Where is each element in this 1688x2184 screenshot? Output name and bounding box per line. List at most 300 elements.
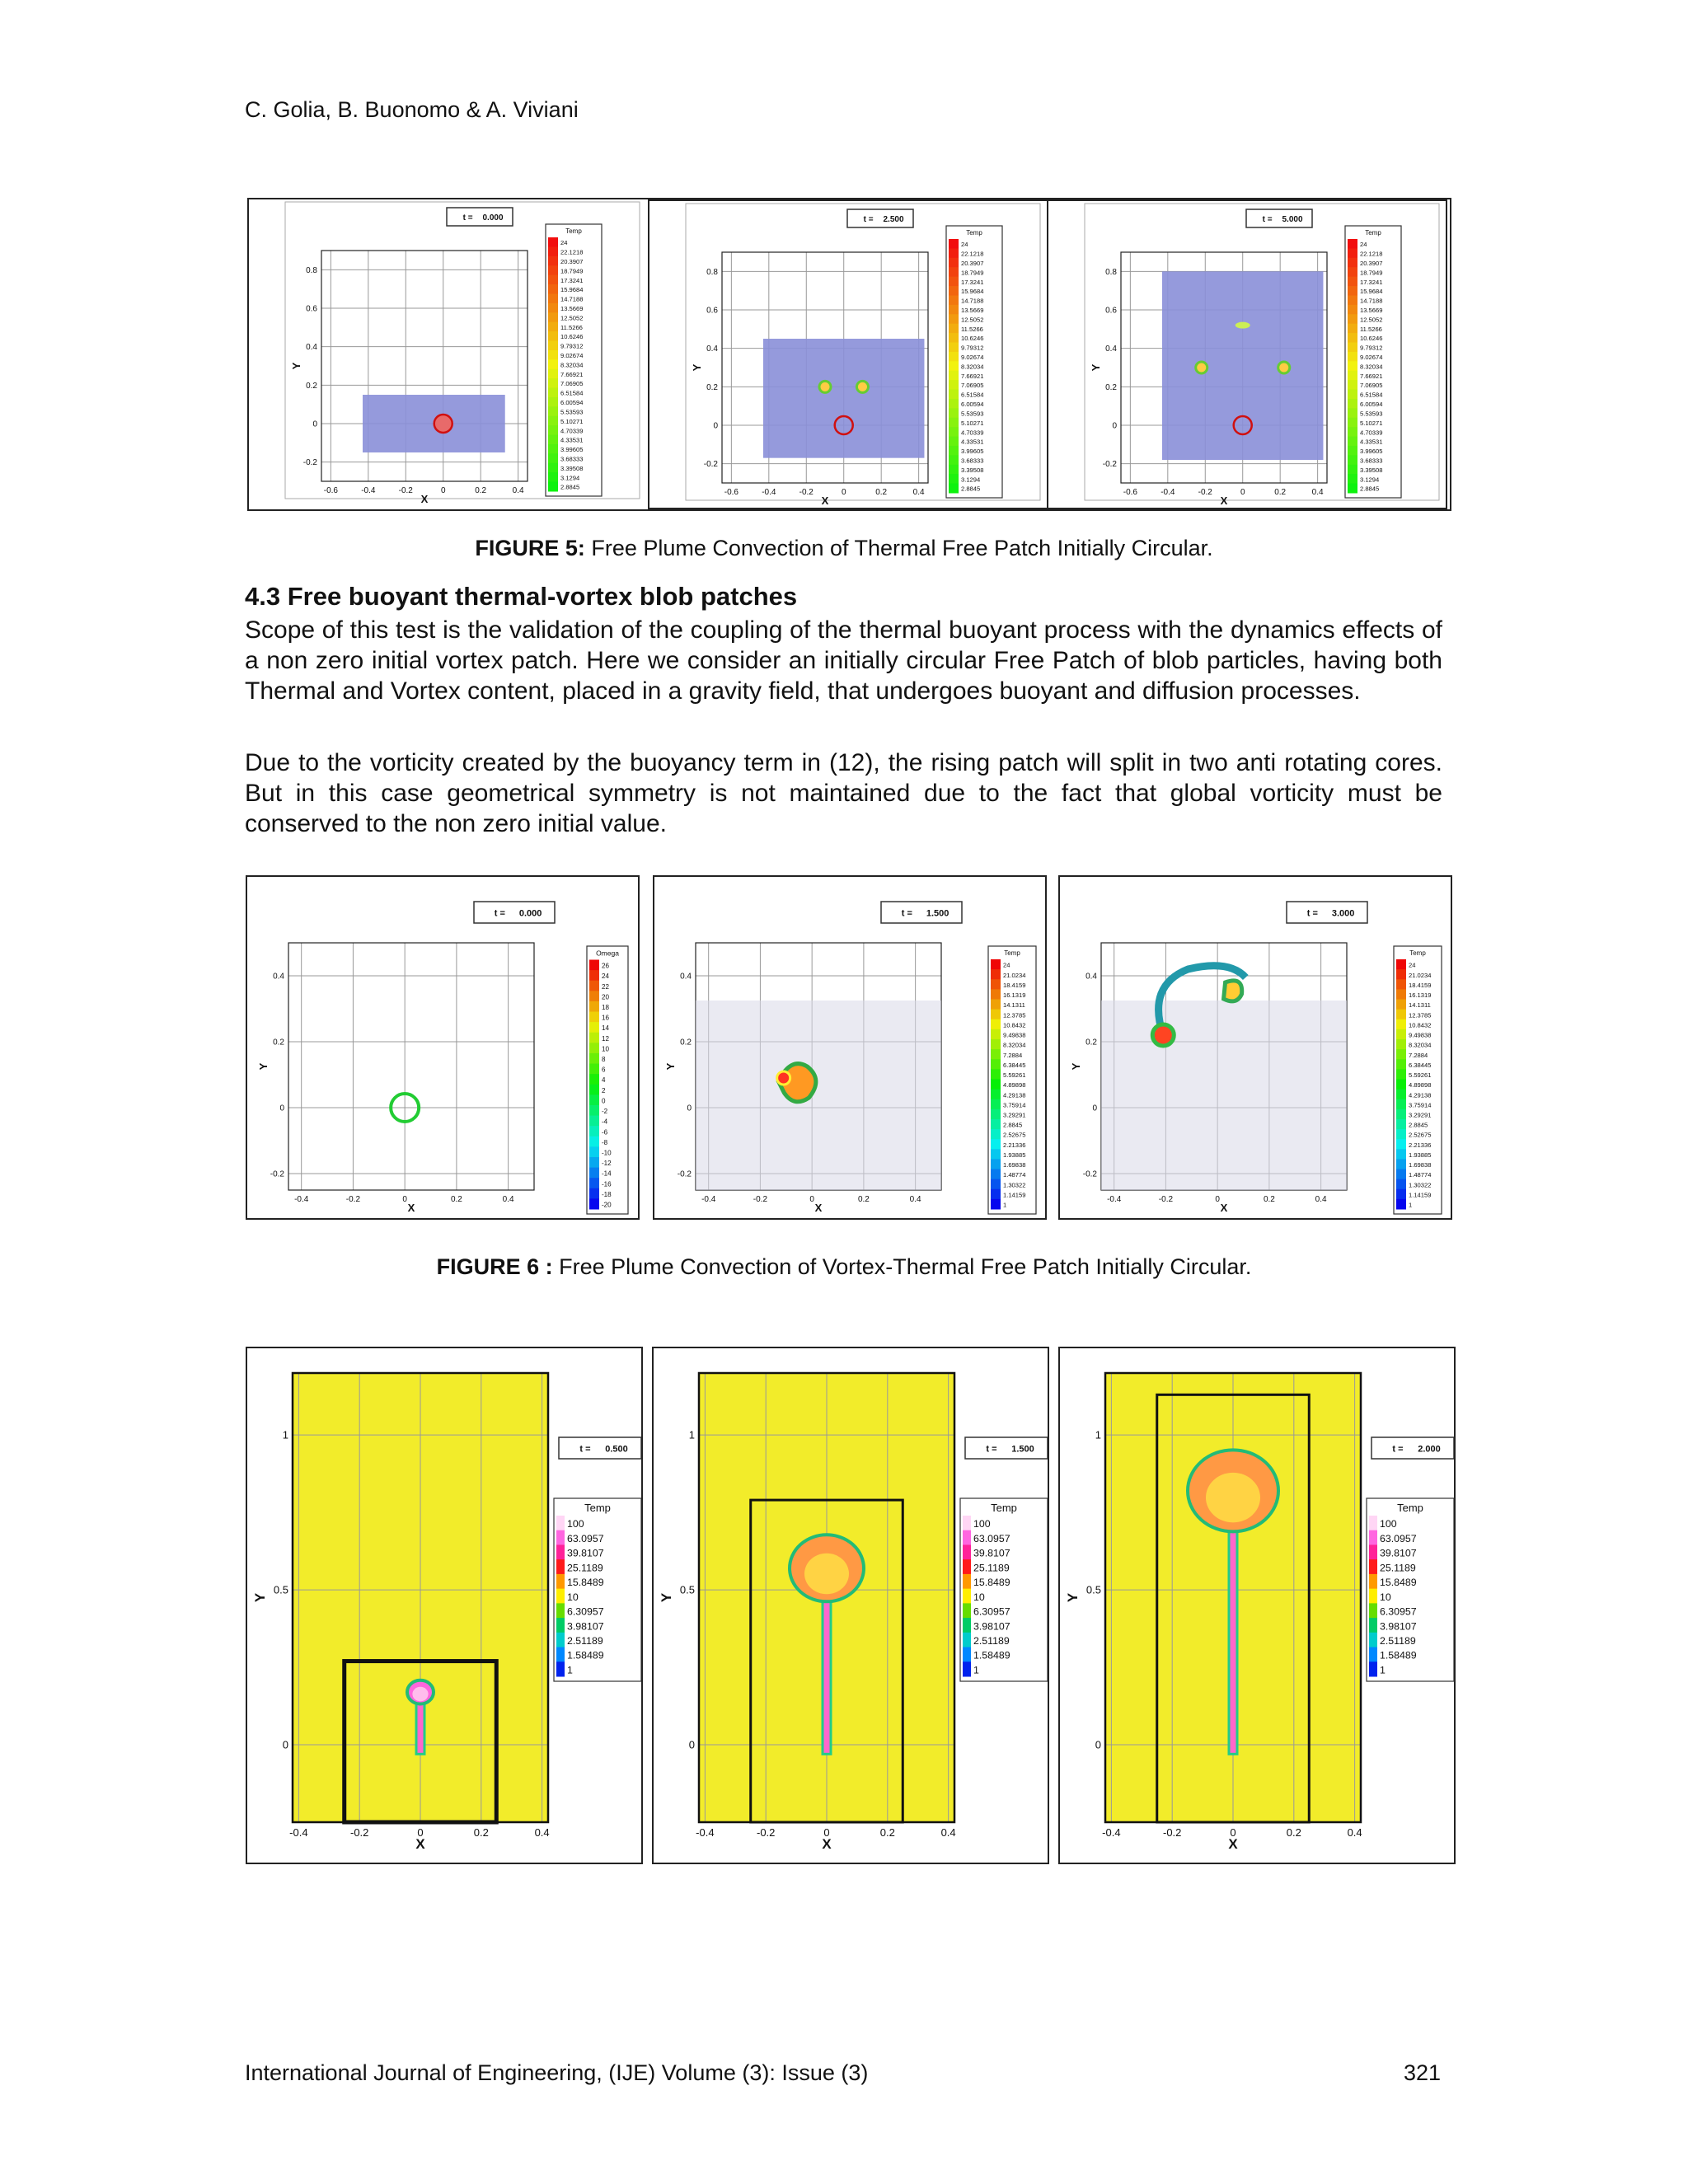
fig6-p1-legend-value-7: 12 [602, 1034, 609, 1043]
fig6-p1-y-label: Y [257, 1062, 270, 1071]
fig6-p1-legend-value-2: 22 [602, 982, 609, 991]
figure-6-caption-label: FIGURE 6 : [436, 1254, 553, 1279]
fig5-p1-y-tick-5: -0.2 [302, 458, 317, 468]
fig6-p3-legend-value-15: 3.29291 [1409, 1111, 1432, 1119]
fig7-p3-time-value: 2.000 [1418, 1444, 1441, 1455]
fig5-p3-legend-value-7: 13.5669 [1360, 306, 1383, 314]
fig6-p3-legend-value-13: 4.29138 [1409, 1091, 1432, 1099]
fig7-p1-legend-swatch-6 [556, 1603, 565, 1618]
fig5-p3-legend-value-26: 2.8845 [1360, 485, 1380, 493]
fig5-p1-x-tick-3: 0 [440, 486, 446, 495]
fig6-p1-legend-value-22: -18 [602, 1190, 612, 1198]
fig7-p1-legend-value-9: 1.58489 [567, 1649, 604, 1661]
fig5-p1-legend-value-10: 10.6246 [560, 333, 584, 341]
fig5-p1-legend-value-16: 6.51584 [560, 389, 584, 397]
fig5-p2-legend-value-2: 20.3907 [961, 259, 984, 267]
fig7-p1-legend-value-0: 100 [567, 1518, 584, 1530]
fig7-p1-legend-title: Temp [584, 1502, 611, 1514]
fig5-p1-x-tick-5: 0.4 [512, 486, 524, 495]
fig5-p1-x-tick-2: -0.2 [398, 486, 413, 495]
fig6-p3-legend-value-14: 3.75914 [1409, 1101, 1432, 1109]
fig5-p3-legend-value-1: 22.1218 [1360, 250, 1383, 258]
fig5-p3-x-tick-1: -0.4 [1160, 488, 1175, 497]
fig6-p3-legend-value-18: 2.21336 [1409, 1141, 1432, 1149]
fig6-p2-legend-value-10: 6.38445 [1003, 1061, 1026, 1069]
fig7-p2-legend-value-4: 15.8489 [973, 1577, 1010, 1589]
fig7-p1-x-tick-4: 0.4 [534, 1826, 550, 1839]
fig6-p3-x-label: X [1220, 1202, 1228, 1214]
fig6-p2-legend-value-7: 9.49838 [1003, 1031, 1026, 1039]
fig5-p1-legend-value-5: 15.9684 [560, 286, 584, 294]
fig6-p2-x-tick-4: 0.4 [909, 1195, 921, 1204]
fig5-p3-legend-title: Temp [1365, 229, 1381, 237]
fig6-p3-y-tick-3: -0.2 [1082, 1169, 1097, 1179]
fig7-p2-legend-value-9: 1.58489 [973, 1649, 1010, 1661]
fig5-p1-x-label: X [420, 493, 429, 505]
fig5-p1-time-value: 0.000 [482, 213, 504, 223]
fig5-p3-legend-value-12: 9.02674 [1360, 354, 1383, 362]
fig7-p1-legend-value-4: 15.8489 [567, 1577, 604, 1589]
fig5-p3-legend-value-0: 24 [1360, 241, 1367, 249]
fig5-p3-legend-value-23: 3.68333 [1360, 457, 1383, 465]
fig7-p3-legend-swatch-3 [1369, 1559, 1377, 1574]
fig6-p1-x-label: X [407, 1202, 415, 1214]
fig7-p2-y-tick-2: 0 [688, 1738, 695, 1751]
fig5-p2-legend-value-1: 22.1218 [961, 250, 984, 258]
fig7-p3-legend-swatch-0 [1369, 1516, 1377, 1530]
fig5-p1-legend-value-7: 13.5669 [560, 304, 584, 312]
fig6-p2-legend-value-13: 4.29138 [1003, 1091, 1026, 1099]
fig5-p3-legend-value-10: 10.6246 [1360, 335, 1383, 343]
fig5-p2-legend-value-20: 4.70339 [961, 429, 984, 437]
fig6-p3-legend-value-12: 4.89898 [1409, 1081, 1432, 1090]
fig5-p1-legend-value-21: 4.33531 [560, 436, 584, 444]
fig6-p1-legend-value-15: -4 [602, 1118, 608, 1126]
fig5-p2-legend-value-12: 9.02674 [961, 354, 984, 362]
fig5-p3-time-value: 5.000 [1282, 214, 1303, 224]
fig5-p1-legend-value-13: 8.32034 [560, 361, 584, 369]
fig5-p3-y-tick-5: -0.2 [1102, 460, 1117, 470]
fig7-p3-legend-swatch-6 [1369, 1603, 1377, 1618]
fig6-p2-x-tick-3: 0.2 [857, 1195, 870, 1204]
fig7-panel-3-svg [1060, 1348, 1454, 1863]
fig5-p3-legend-value-11: 9.79312 [1360, 344, 1383, 352]
fig5-p3-legend-value-19: 5.10271 [1360, 419, 1383, 427]
fig7-p3-legend-swatch-8 [1369, 1633, 1377, 1647]
fig7-p3-legend-value-5: 10 [1380, 1591, 1391, 1603]
fig6-p1-y-tick-1: 0.2 [273, 1038, 284, 1047]
fig7-p1-legend-swatch-4 [556, 1574, 565, 1589]
fig5-p1-x-tick-4: 0.2 [475, 486, 487, 495]
fig7-p3-stem [1229, 1516, 1237, 1754]
fig6-p3-x-tick-4: 0.4 [1315, 1195, 1327, 1204]
fig6-p3-legend-title: Temp [1409, 949, 1426, 957]
fig7-p1-y-label: Y [252, 1592, 269, 1603]
fig5-p3-x-label: X [1220, 494, 1228, 507]
fig7-p1-legend-swatch-0 [556, 1516, 565, 1530]
fig7-p2-y-label: Y [659, 1592, 675, 1603]
fig5-p1-legend-value-9: 11.5266 [560, 323, 583, 331]
fig7-p3-x-tick-3: 0.2 [1286, 1826, 1301, 1839]
fig7-p1-time-label: t = [579, 1444, 591, 1455]
fig7-p2-time-box [965, 1437, 1048, 1459]
fig7-p2-legend-swatch-8 [963, 1633, 971, 1647]
fig6-p3-legend-value-6: 10.8432 [1409, 1021, 1432, 1029]
fig5-p2-legend-value-7: 13.5669 [961, 306, 984, 314]
fig6-p2-legend-value-2: 18.4159 [1003, 981, 1026, 989]
fig5-p2-y-tick-2: 0.4 [706, 344, 718, 354]
fig5-p2-legend-value-23: 3.68333 [961, 457, 984, 465]
fig7-p3-legend-value-0: 100 [1380, 1518, 1397, 1530]
fig6-p2-legend-value-16: 2.8845 [1003, 1121, 1023, 1129]
fig7-p3-y-label: Y [1065, 1592, 1081, 1603]
fig5-p3-legend-value-9: 11.5266 [1360, 325, 1382, 333]
fig7-p3-x-tick-1: -0.2 [1162, 1826, 1182, 1839]
fig7-p2-legend-value-3: 25.1189 [973, 1562, 1010, 1574]
fig7-p1-x-tick-2: 0 [417, 1826, 424, 1839]
fig7-p2-y-tick-0: 1 [688, 1428, 695, 1441]
fig7-p1-legend-swatch-9 [556, 1647, 565, 1662]
fig6-p2-legend-value-20: 1.69838 [1003, 1161, 1026, 1169]
fig7-p3-legend-value-7: 3.98107 [1380, 1620, 1417, 1633]
fig6-p3-legend-value-21: 1.48774 [1409, 1171, 1432, 1179]
fig7-p3-legend-value-8: 2.51189 [1380, 1635, 1416, 1647]
fig6-p2-legend-value-5: 12.3785 [1003, 1011, 1026, 1019]
fig5-p2-time-value: 2.500 [883, 214, 904, 224]
section-heading: 4.3 Free buoyant thermal-vortex blob patches [245, 582, 798, 611]
fig7-p1-legend-value-2: 39.8107 [567, 1547, 604, 1559]
fig5-p2-x-tick-5: 0.4 [912, 488, 925, 497]
fig5-p3-y-label: Y [1090, 363, 1102, 372]
fig6-p1-x-tick-2: 0 [402, 1195, 407, 1204]
fig5-p1-legend-value-12: 9.02674 [560, 352, 584, 360]
fig6-p1-legend-value-23: -20 [602, 1201, 612, 1209]
fig6-p1-legend-value-20: -14 [602, 1169, 612, 1178]
fig7-p1-legend-swatch-2 [556, 1544, 565, 1559]
fig5-p2-x-tick-2: -0.2 [799, 488, 814, 497]
fig5-p2-legend-value-19: 5.10271 [961, 419, 984, 427]
fig7-p3-legend-swatch-9 [1369, 1647, 1377, 1662]
fig5-p1-legend-value-4: 17.3241 [560, 276, 584, 284]
fig6-p1-legend-value-5: 16 [602, 1014, 609, 1022]
fig6-p3-x-tick-0: -0.4 [1107, 1195, 1122, 1204]
fig6-p1-legend-value-0: 26 [602, 962, 609, 970]
fig5-p3-y-tick-2: 0.4 [1105, 344, 1117, 354]
fig5-p3-legend-value-20: 4.70339 [1360, 429, 1383, 437]
fig5-p3-legend-value-8: 12.5052 [1360, 316, 1383, 324]
fig5-p2-legend-value-14: 7.66921 [961, 372, 984, 380]
fig6-p3-legend-value-23: 1.14159 [1409, 1191, 1432, 1199]
fig7-p2-x-tick-2: 0 [823, 1826, 830, 1839]
fig6-p2-legend-value-19: 1.93885 [1003, 1151, 1026, 1159]
fig5-p1-x-tick-1: -0.4 [361, 486, 376, 495]
fig6-p1-y-tick-0: 0.4 [273, 972, 284, 982]
fig7-p2-legend-value-8: 2.51189 [973, 1635, 1010, 1647]
fig5-p1-legend-value-22: 3.99605 [560, 446, 584, 454]
fig6-p2-legend-value-3: 16.1319 [1003, 991, 1026, 1000]
fig6-p2-legend-value-11: 5.59261 [1003, 1071, 1026, 1080]
fig5-p3-legend-value-22: 3.99605 [1360, 448, 1383, 456]
fig7-p1-legend-value-5: 10 [567, 1591, 579, 1603]
fig5-p3-legend-value-24: 3.39508 [1360, 466, 1383, 474]
fig5-p1-legend-value-8: 12.5052 [560, 314, 584, 322]
fig6-p2-legend-value-0: 24 [1003, 961, 1010, 969]
fig6-p3-legend-value-24: 1 [1409, 1201, 1413, 1209]
fig5-p2-legend-value-24: 3.39508 [961, 466, 984, 474]
fig5-p3-legend-value-4: 17.3241 [1360, 278, 1383, 286]
fig5-p2-legend-value-10: 10.6246 [961, 335, 984, 343]
fig5-p1-time-label: t = [462, 213, 473, 223]
fig5-p1-y-tick-4: 0 [312, 419, 317, 429]
fig5-p1-y-tick-3: 0.2 [306, 381, 317, 391]
fig6-p1-legend-value-14: -2 [602, 1108, 608, 1116]
fig5-p3-x-tick-5: 0.4 [1311, 488, 1324, 497]
fig5-p1-y-label: Y [290, 362, 302, 370]
fig6-p2-x-tick-1: -0.2 [753, 1195, 768, 1204]
fig6-p2-legend-value-15: 3.29291 [1003, 1111, 1026, 1119]
fig7-p1-y-tick-0: 1 [282, 1428, 288, 1441]
fig7-p3-legend-swatch-4 [1369, 1574, 1377, 1589]
fig6-p2-y-tick-0: 0.4 [680, 972, 692, 982]
fig6-p1-y-tick-2: 0 [279, 1104, 284, 1113]
fig6-p2-legend-value-9: 7.2884 [1003, 1051, 1023, 1059]
fig7-p2-legend-value-10: 1 [973, 1664, 979, 1676]
fig6-p2-x-label: X [814, 1202, 823, 1214]
fig5-p3-legend-value-13: 8.32034 [1360, 363, 1383, 371]
fig5-p3-x-tick-2: -0.2 [1198, 488, 1212, 497]
fig5-p3-time-label: t = [1262, 214, 1273, 224]
fig7-p3-legend-value-9: 1.58489 [1380, 1649, 1417, 1661]
fig6-p2-x-tick-0: -0.4 [701, 1195, 716, 1204]
fig7-p1-x-tick-1: -0.2 [349, 1826, 369, 1839]
fig6-p3-legend-value-10: 6.38445 [1409, 1061, 1432, 1069]
fig7-p3-x-tick-2: 0 [1230, 1826, 1236, 1839]
fig5-p3-legend-value-14: 7.66921 [1360, 372, 1383, 380]
fig7-p1-legend-value-8: 2.51189 [567, 1635, 603, 1647]
fig7-p1-y-tick-1: 0.5 [273, 1583, 288, 1596]
fig7-p1-legend-swatch-1 [556, 1530, 565, 1545]
fig7-p3-time-box [1372, 1437, 1454, 1459]
fig6-p1-legend-value-12: 2 [602, 1086, 606, 1094]
fig7-p2-legend-swatch-6 [963, 1603, 971, 1618]
fig5-p1-legend-value-26: 2.8845 [560, 483, 580, 491]
fig7-p1-y-tick-2: 0 [282, 1738, 288, 1751]
fig7-p3-legend-title: Temp [1397, 1502, 1423, 1514]
fig5-p3-y-tick-3: 0.2 [1105, 382, 1117, 392]
fig7-p3-legend-swatch-5 [1369, 1589, 1377, 1604]
fig6-p3-legend-value-7: 9.49838 [1409, 1031, 1432, 1039]
fig6-p1-legend-value-13: 0 [602, 1097, 606, 1105]
fig7-p3-legend-swatch-7 [1369, 1618, 1377, 1633]
fig6-p3-legend-value-22: 1.30322 [1409, 1181, 1432, 1189]
fig6-p1-legend-value-17: -8 [602, 1138, 608, 1146]
fig7-p3-legend-swatch-2 [1369, 1544, 1377, 1559]
fig7-p1-legend-swatch-10 [556, 1661, 565, 1676]
fig5-p1-y-tick-1: 0.6 [306, 304, 317, 314]
fig5-p2-legend-value-3: 18.7949 [961, 269, 984, 277]
fig6-p2-legend-title: Temp [1004, 949, 1020, 957]
fig7-p2-time-label: t = [986, 1444, 997, 1455]
fig6-p2-y-tick-2: 0 [687, 1104, 692, 1113]
fig7-p2-legend-swatch-9 [963, 1647, 971, 1662]
fig7-p2-x-tick-1: -0.2 [756, 1826, 776, 1839]
fig7-p3-legend-value-3: 25.1189 [1380, 1562, 1416, 1574]
fig7-p3-y-tick-0: 1 [1095, 1428, 1101, 1441]
fig5-p2-time-label: t = [863, 214, 874, 224]
fig7-p3-legend-swatch-1 [1369, 1530, 1377, 1545]
fig5-p1-legend-value-0: 24 [560, 239, 568, 247]
fig7-panel-1 [246, 1347, 643, 1864]
fig7-p2-legend-swatch-3 [963, 1559, 971, 1574]
fig7-panel-2-svg [654, 1348, 1048, 1863]
fig6-p3-x-tick-3: 0.2 [1263, 1195, 1275, 1204]
fig5-p1-legend-value-2: 20.3907 [560, 257, 584, 265]
fig7-p2-legend-swatch-2 [963, 1544, 971, 1559]
fig7-p2-y-tick-1: 0.5 [679, 1583, 695, 1596]
fig7-p1-legend-swatch-5 [556, 1589, 565, 1604]
fig6-p3-legend-value-1: 21.0234 [1409, 971, 1432, 979]
fig6-p1-legend-value-19: -12 [602, 1160, 612, 1168]
fig7-p2-time-value: 1.500 [1011, 1444, 1034, 1455]
fig5-p1-legend-value-6: 14.7188 [560, 295, 584, 303]
fig5-p3-legend-value-18: 5.53593 [1360, 410, 1383, 418]
fig7-p1-x-tick-3: 0.2 [473, 1826, 489, 1839]
fig6-p1-legend-value-21: -16 [602, 1180, 612, 1188]
fig7-p2-legend-swatch-10 [963, 1661, 971, 1676]
fig5-p2-legend-value-18: 5.53593 [961, 410, 984, 418]
fig6-p2-y-tick-3: -0.2 [677, 1169, 692, 1179]
fig5-p1-legend-value-20: 4.70339 [560, 427, 584, 435]
fig6-p3-x-tick-2: 0 [1215, 1195, 1220, 1204]
fig5-p1-legend-value-15: 7.06905 [560, 380, 584, 388]
fig7-p1-legend-value-6: 6.30957 [567, 1605, 604, 1618]
fig5-p1-y-tick-0: 0.8 [306, 265, 317, 275]
fig7-p2-x-label: X [822, 1836, 832, 1852]
fig5-p2-legend-value-26: 2.8845 [961, 485, 981, 493]
fig5-p2-x-tick-1: -0.4 [762, 488, 776, 497]
fig6-p1-legend-value-10: 6 [602, 1066, 606, 1074]
fig5-p3-legend-value-3: 18.7949 [1360, 269, 1383, 277]
fig6-p1-legend-value-6: 14 [602, 1024, 609, 1033]
fig5-p3-legend-value-25: 3.1294 [1360, 476, 1380, 484]
fig5-p2-legend-value-21: 4.33531 [961, 438, 984, 446]
fig6-p2-x-tick-2: 0 [809, 1195, 814, 1204]
fig6-p3-y-tick-1: 0.2 [1085, 1038, 1097, 1047]
fig7-p1-legend-value-1: 63.0957 [567, 1532, 604, 1544]
fig6-p2-legend-value-22: 1.30322 [1003, 1181, 1026, 1189]
fig6-p1-x-tick-3: 0.2 [450, 1195, 462, 1204]
fig7-p1-stem [416, 1699, 424, 1755]
fig5-p2-legend-value-13: 8.32034 [961, 363, 984, 371]
fig6-p3-legend-value-17: 2.52675 [1409, 1131, 1432, 1139]
fig5-p2-legend-value-22: 3.99605 [961, 448, 984, 456]
fig7-p2-legend-swatch-4 [963, 1574, 971, 1589]
fig6-p3-legend-value-3: 16.1319 [1409, 991, 1432, 1000]
fig6-p1-x-tick-0: -0.4 [294, 1195, 309, 1204]
footer-journal: International Journal of Engineering, (IJE) Volume (3): Issue (3) [245, 2060, 869, 2085]
fig5-p1-legend-value-3: 18.7949 [560, 267, 584, 275]
fig6-p3-legend-value-19: 1.93885 [1409, 1151, 1432, 1159]
fig6-p2-legend-value-12: 4.89898 [1003, 1081, 1026, 1090]
fig6-p2-legend-value-6: 10.8432 [1003, 1021, 1026, 1029]
fig5-p1-legend-value-18: 5.53593 [560, 408, 584, 416]
fig6-p1-legend-value-8: 10 [602, 1045, 609, 1053]
fig5-p3-x-tick-3: 0 [1240, 488, 1245, 497]
fig5-p2-legend-value-8: 12.5052 [961, 316, 984, 324]
figure-5-caption-label: FIGURE 5: [475, 536, 585, 560]
fig7-p2-legend-title: Temp [991, 1502, 1017, 1514]
fig7-p1-time-box [559, 1437, 641, 1459]
fig7-p2-legend-swatch-0 [963, 1516, 971, 1530]
fig5-p2-y-tick-0: 0.8 [706, 267, 718, 277]
fig6-p1-time-value: 0.000 [518, 908, 542, 919]
fig7-p3-x-label: X [1228, 1836, 1238, 1852]
fig5-p1-legend-value-24: 3.39508 [560, 464, 584, 472]
fig6-p2-legend-value-24: 1 [1003, 1201, 1007, 1209]
fig5-p1-legend-value-23: 3.68333 [560, 455, 584, 463]
fig5-p1-legend-value-25: 3.1294 [560, 474, 580, 482]
fig7-p2-x-tick-0: -0.4 [696, 1826, 715, 1839]
fig7-p3-cap-inner [1206, 1473, 1260, 1523]
fig5-p2-legend-value-4: 17.3241 [961, 278, 984, 286]
fig5-p2-legend-value-5: 15.9684 [961, 288, 984, 296]
fig6-p2-legend-value-21: 1.48774 [1003, 1171, 1026, 1179]
fig5-p2-legend-value-15: 7.06905 [961, 382, 984, 390]
fig6-p1-time-label: t = [494, 908, 505, 919]
fig7-p2-legend-value-0: 100 [973, 1518, 991, 1530]
fig7-p1-legend-swatch-8 [556, 1633, 565, 1647]
fig6-p3-y-tick-0: 0.4 [1085, 972, 1097, 982]
fig7-p3-legend-swatch-10 [1369, 1661, 1377, 1676]
fig7-p2-stem [823, 1593, 831, 1754]
fig6-p3-legend-value-20: 1.69838 [1409, 1161, 1432, 1169]
fig7-p3-legend-value-1: 63.0957 [1380, 1532, 1417, 1544]
fig6-p1-legend-value-4: 18 [602, 1004, 609, 1011]
fig6-p3-legend-value-9: 7.2884 [1409, 1051, 1428, 1059]
fig5-p2-legend-value-6: 14.7188 [961, 297, 984, 305]
fig7-p3-y-tick-1: 0.5 [1085, 1583, 1101, 1596]
fig6-p2-legend-value-18: 2.21336 [1003, 1141, 1026, 1149]
fig5-p1-legend-value-14: 7.66921 [560, 370, 584, 378]
fig6-p1-y-tick-3: -0.2 [270, 1169, 284, 1179]
fig5-p2-legend-value-25: 3.1294 [961, 476, 981, 484]
fig6-p1-legend-title: Omega [596, 949, 619, 958]
fig6-p1-legend-value-18: -10 [602, 1149, 612, 1157]
fig6-p3-y-label: Y [1070, 1062, 1082, 1071]
fig5-p2-x-tick-3: 0 [841, 488, 846, 497]
fig5-p3-y-tick-0: 0.8 [1105, 267, 1117, 277]
fig6-p3-legend-value-4: 14.1311 [1409, 1001, 1431, 1010]
fig6-p2-time-value: 1.500 [926, 908, 950, 919]
fig6-p3-legend-value-8: 8.32034 [1409, 1041, 1432, 1049]
fig5-p2-legend-value-17: 6.00594 [961, 401, 984, 409]
fig7-p1-time-value: 0.500 [605, 1444, 628, 1455]
fig6-p3-time-label: t = [1306, 908, 1318, 919]
fig6-p2-y-tick-1: 0.2 [680, 1038, 692, 1047]
fig5-p3-legend-value-6: 14.7188 [1360, 297, 1383, 305]
fig5-p1-legend-value-19: 5.10271 [560, 417, 584, 425]
fig6-p1-x-tick-4: 0.4 [502, 1195, 514, 1204]
fig7-p3-y-tick-2: 0 [1095, 1738, 1101, 1751]
fig7-p1-x-tick-0: -0.4 [289, 1826, 308, 1839]
fig7-p2-legend-value-7: 3.98107 [973, 1620, 1010, 1633]
fig7-panel-3 [1058, 1347, 1456, 1864]
fig6-p2-legend-value-17: 2.52675 [1003, 1131, 1026, 1139]
fig6-p3-legend-value-0: 24 [1409, 961, 1416, 969]
fig7-p3-legend-value-6: 6.30957 [1380, 1605, 1417, 1618]
fig7-p2-x-tick-4: 0.4 [940, 1826, 956, 1839]
fig6-p3-legend-value-11: 5.59261 [1409, 1071, 1432, 1080]
